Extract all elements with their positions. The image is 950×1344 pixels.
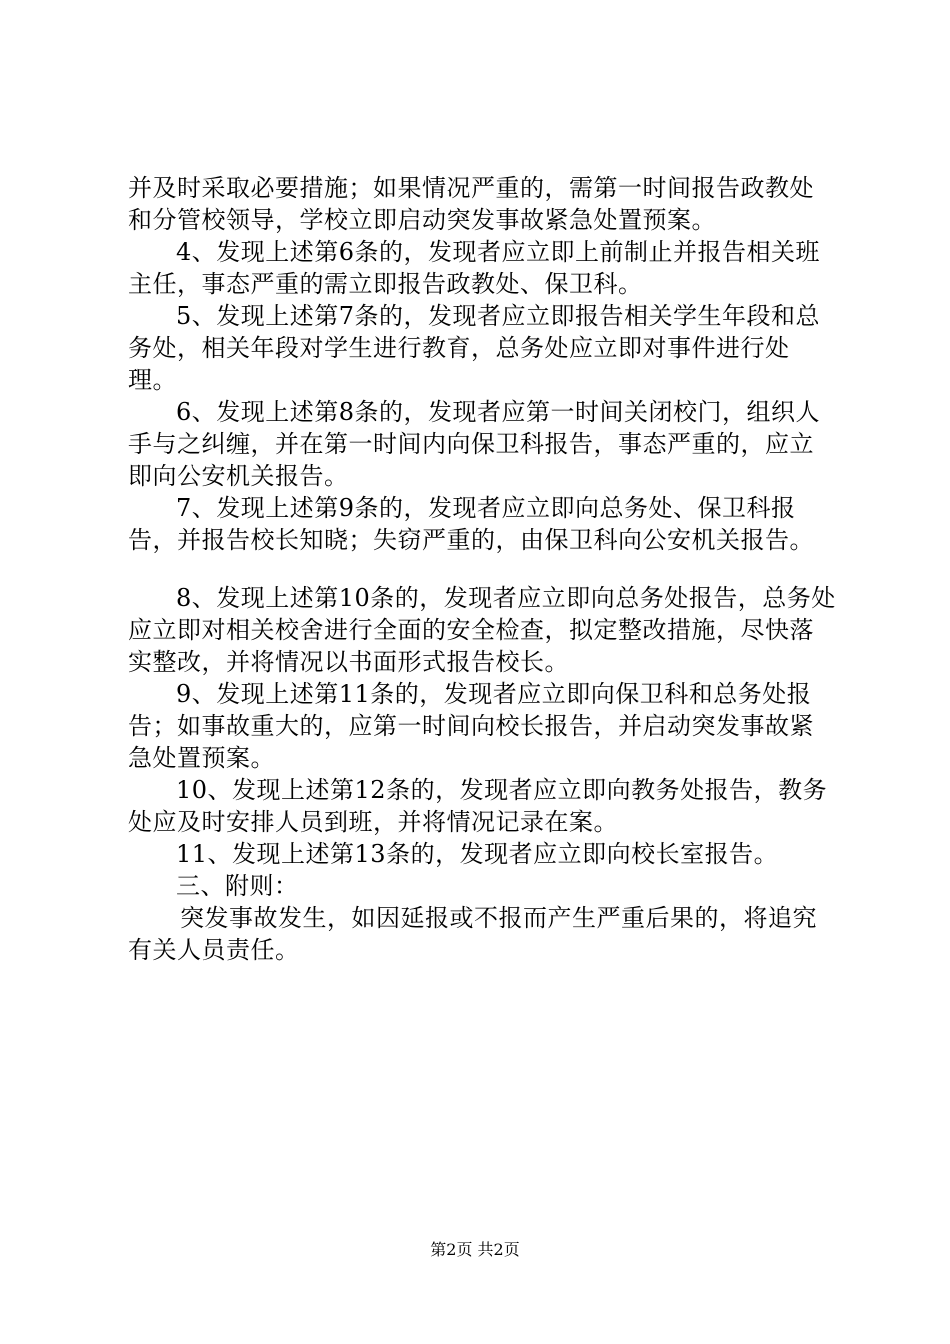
- paragraph-continuation: 并及时采取必要措施；如果情况严重的，需第一时间报告政教处和分管校领导，学校立即启动突发事故紧急处置预案。: [128, 174, 814, 234]
- document-body: [128, 172, 838, 966]
- paragraph-item-4: 4、发现上述第6条的，发现者应立即上前制止并报告相关班主任，事态严重的需立即报告政教处、保卫科。: [128, 238, 821, 298]
- paragraph-item-6: 6、发现上述第8条的，发现者应第一时间关闭校门，组织人手与之纠缠，并在第一时间内向保卫科报告，事态严重的，应立即向公安机关报告。: [128, 398, 821, 490]
- paragraph-item-5: 5、发现上述第7条的，发现者应立即报告相关学生年段和总务处，相关年段对学生进行教育，总务处应立即对事件进行处理。: [128, 302, 821, 394]
- paragraph-item-8: 8、发现上述第10条的，发现者应立即向总务处报告，总务处应立即对相关校舍进行全面的安全检查，拟定整改措施，尽快落实整改，并将情况以书面形式报告校长。: [128, 584, 836, 676]
- paragraph-gap: [128, 556, 838, 582]
- page-footer: 第2页 共2页: [430, 1240, 520, 1259]
- paragraph-appendix: 突发事故发生，如因延报或不报而产生严重后果的，将追究有关人员责任。: [128, 904, 817, 964]
- paragraph-item-9: 9、发现上述第11条的，发现者应立即向保卫科和总务处报告；如事故重大的，应第一时间向校长报告，并启动突发事故紧急处置预案。: [128, 680, 814, 772]
- section-heading-appendix: 三、附则：: [176, 872, 299, 900]
- paragraph-item-10: 10、发现上述第12条的，发现者应立即向教务处报告，教务处应及时安排人员到班，并将情况记录在案。: [128, 776, 828, 836]
- paragraph-item-11: 11、发现上述第13条的，发现者应立即向校长室报告。: [176, 840, 779, 868]
- paragraph-item-7: 7、发现上述第9条的，发现者应立即向总务处、保卫科报告，并报告校长知晓；失窃严重的，由保卫科向公安机关报告。: [128, 494, 814, 554]
